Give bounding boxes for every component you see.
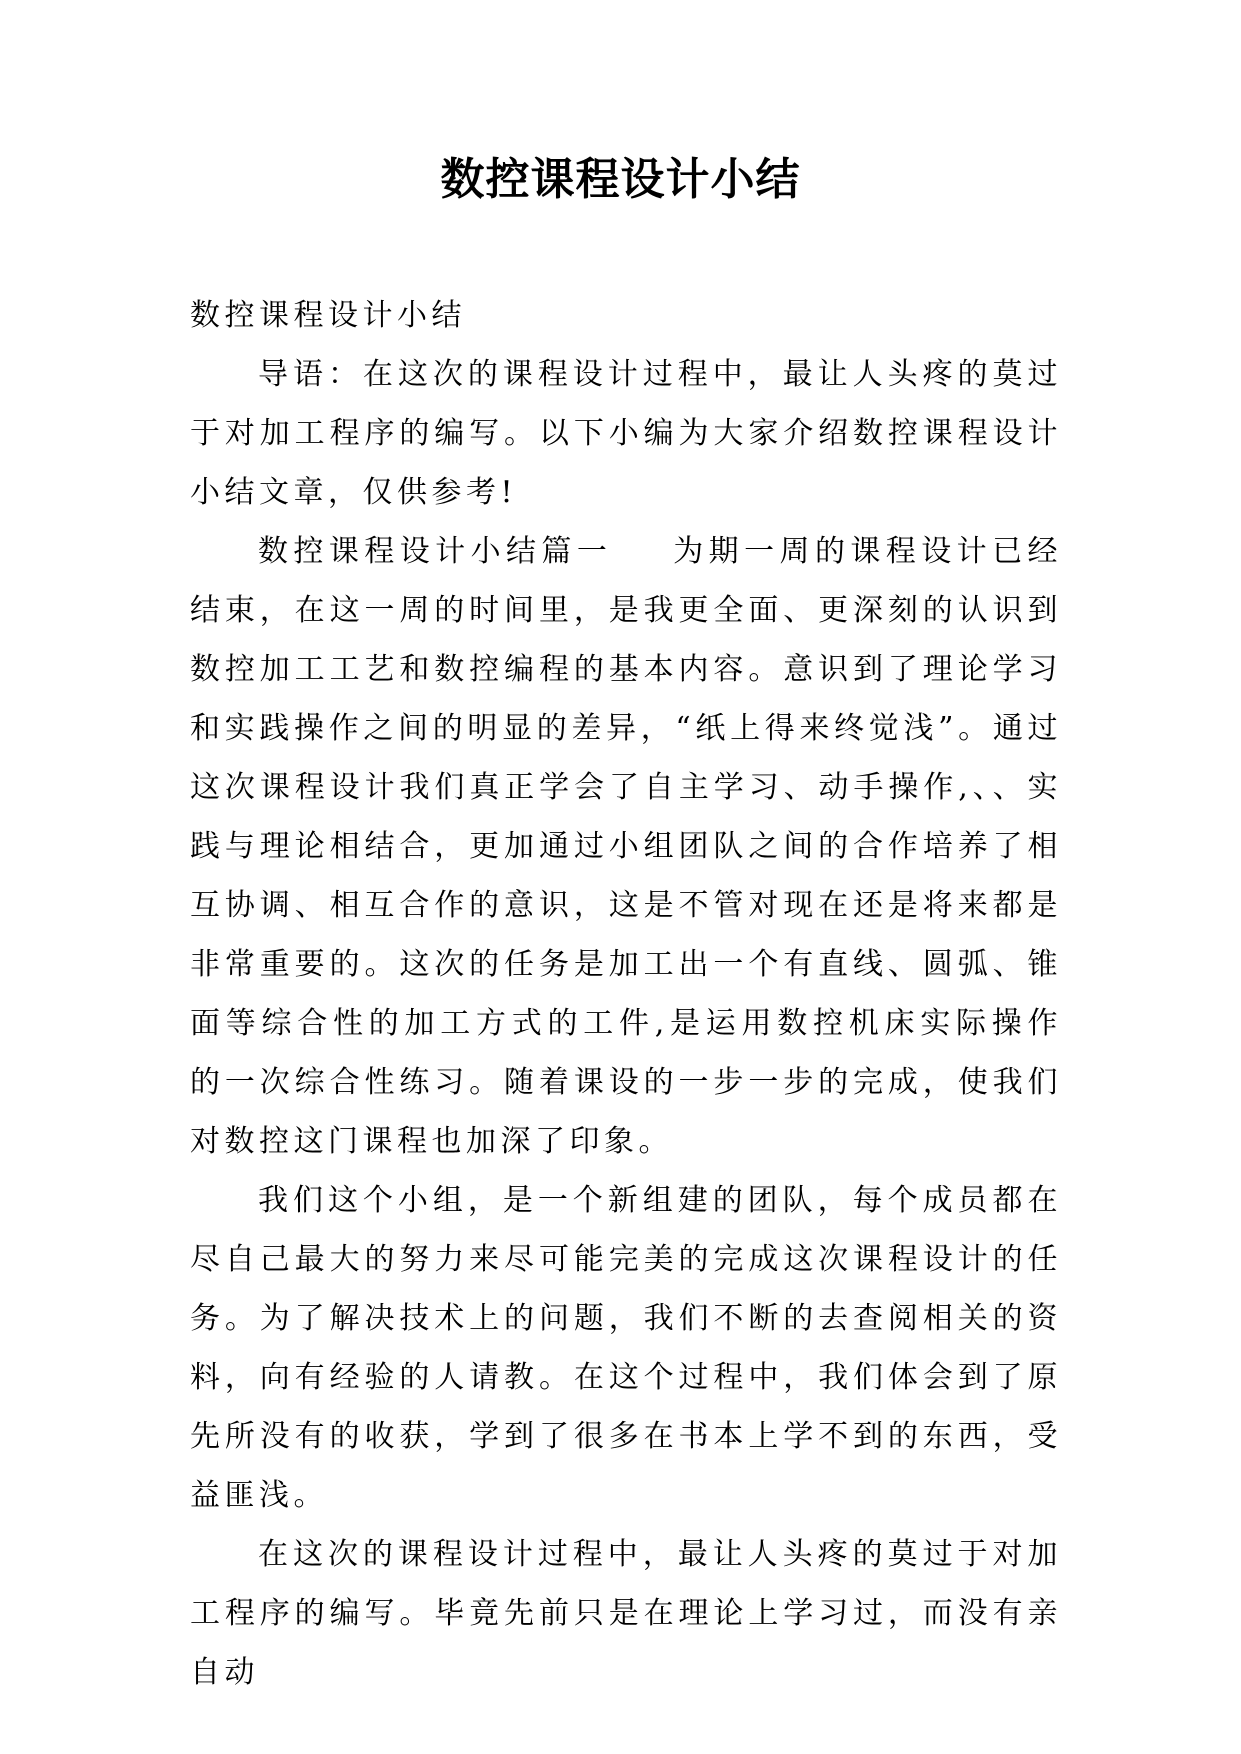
paragraph-team: 我们这个小组，是一个新组建的团队，每个成员都在尽自己最大的努力来尽可能完美的完成这次课程设计的任务。为了解决技术上的问题，我们不断的去查阅相关的资料，向有经验的人请教。在这个过程中，我们体会到了原先所没有的收获，学到了很多在书本上学不到的东西，受益匪浅。 xyxy=(190,1183,1062,1513)
document-subtitle: 数控课程设计小结 xyxy=(190,298,466,333)
paragraph-section-one xyxy=(190,522,1062,1171)
paragraph-intro: 导语：在这次的课程设计过程中，最让人头疼的莫过于对加工程序的编写。以下小编为大家介绍数控课程设计小结文章，仅供参考! xyxy=(190,357,1062,510)
section-heading: 数控课程设计小结篇一 xyxy=(258,534,613,569)
section-one-text: 为期一周的课程设计已经结束，在这一周的时间里，是我更全面、更深刻的认识到数控加工工艺和数控编程的基本内容。意识到了理论学习和实践操作之间的明显的差异，“纸上得来终觉浅”。通过这次课程设计我们真正学会了自主学习、动手操作,、、实践与理论相结合，更加通过小组团队之间的合作培养了相互协调、相互合作的意识，这是不管对现在还是将来都是非常重要的。这次的任务是加工出一个有直线、圆弧、锥面等综合性的加工方式的工件,是运用数控机床实际操作的一次综合性练习。随着课设的一步一步的完成，使我们对数控这门课程也加深了印象。 xyxy=(190,534,1063,1159)
document-title: 数控课程设计小结 xyxy=(440,154,801,205)
document-body xyxy=(190,286,1062,1702)
paragraph-programming: 在这次的课程设计过程中，最让人头疼的莫过于对加工程序的编写。毕竟先前只是在理论上学习过，而没有亲自动 xyxy=(190,1537,1062,1690)
